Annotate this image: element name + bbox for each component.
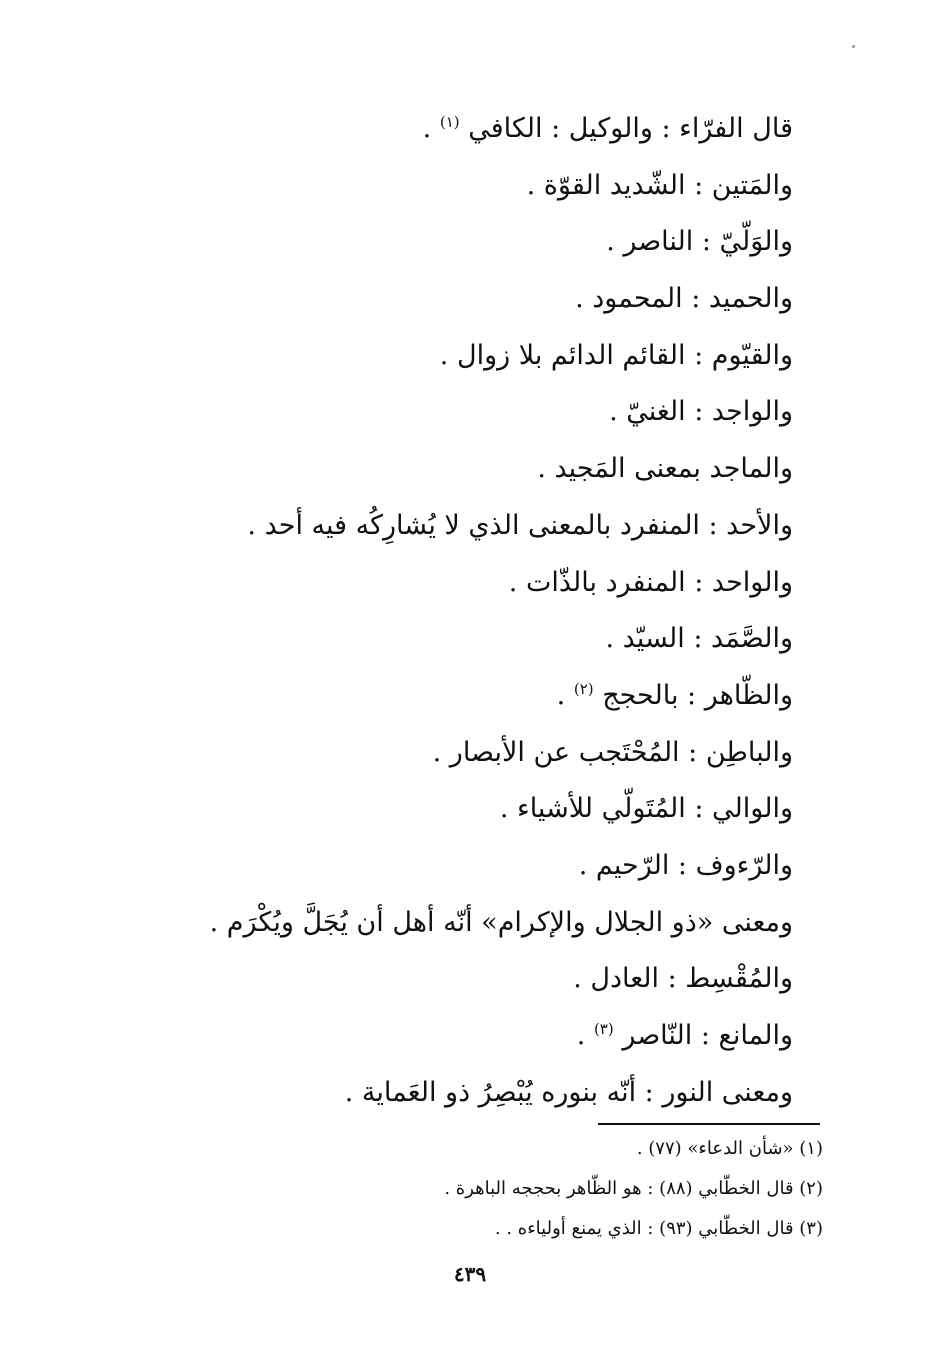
text-line: والرّءوف : الرّحيم .	[578, 849, 793, 881]
text-line: والقيّوم : القائم الدائم بلا زوال .	[439, 339, 793, 371]
text-line: ومعنى «ذو الجلال والإكرام» أنّه أهل أن يُجَلَّ ويُكْرَم .	[209, 906, 793, 938]
line-text: قال الفرّاء : والوكيل : الكافي	[468, 113, 793, 144]
line-end: .	[576, 1020, 586, 1051]
footnote-ref: (٢)	[573, 679, 594, 698]
line-text: والمانع : النّاصر	[622, 1020, 793, 1051]
line-end: .	[422, 113, 432, 144]
footnote: (٢) قال الخطّابي (٨٨) : هو الظّاهر بحججه الباهرة .	[444, 1178, 823, 1199]
text-line: ومعنى النور : أنّه بنوره يُبْصِرُ ذو العَماية .	[344, 1076, 793, 1108]
text-line: والأحد : المنفرد بالمعنى الذي لا يُشارِكُه فيه أحد .	[247, 509, 793, 541]
footnotes	[103, 1131, 823, 1251]
text-line: والواجد : الغنيّ .	[609, 396, 793, 428]
page-number: ٤٣٩	[453, 1262, 487, 1286]
scan-speck	[852, 45, 855, 48]
text-line: والباطِن : المُحْتَجب عن الأبصار .	[432, 736, 793, 768]
footnote: (١) «شأن الدعاء» (٧٧) .	[636, 1138, 823, 1159]
text-line: والمَتين : الشّديد القوّة .	[526, 169, 793, 201]
text-line	[93, 104, 793, 161]
text-line: والصَّمَد : السيّد .	[605, 623, 793, 655]
footnote: (٣) قال الخطّابي (٩٣) : الذي يمنع أولياءه . .	[494, 1218, 823, 1239]
footnote-ref: (١)	[439, 113, 460, 131]
footnote-separator	[598, 1123, 820, 1125]
text-line	[93, 1011, 793, 1068]
line-end: .	[556, 679, 566, 711]
text-line: والمُقْسِط : العادل .	[573, 963, 793, 995]
text-line: والوَلّيّ : الناصر .	[606, 226, 793, 258]
main-text	[93, 104, 793, 1124]
line-text: والظّاهر : بالحجج	[602, 679, 793, 711]
text-line	[93, 671, 793, 728]
text-line: والماجد بمعنى المَجيد .	[537, 453, 793, 485]
text-line: والواحد : المنفرد بالذّات .	[508, 566, 793, 598]
text-line: والحميد : المحمود .	[575, 283, 793, 315]
text-line: والوالي : المُتَولّي للأشياء .	[499, 793, 793, 825]
footnote-ref: (٣)	[593, 1020, 614, 1038]
